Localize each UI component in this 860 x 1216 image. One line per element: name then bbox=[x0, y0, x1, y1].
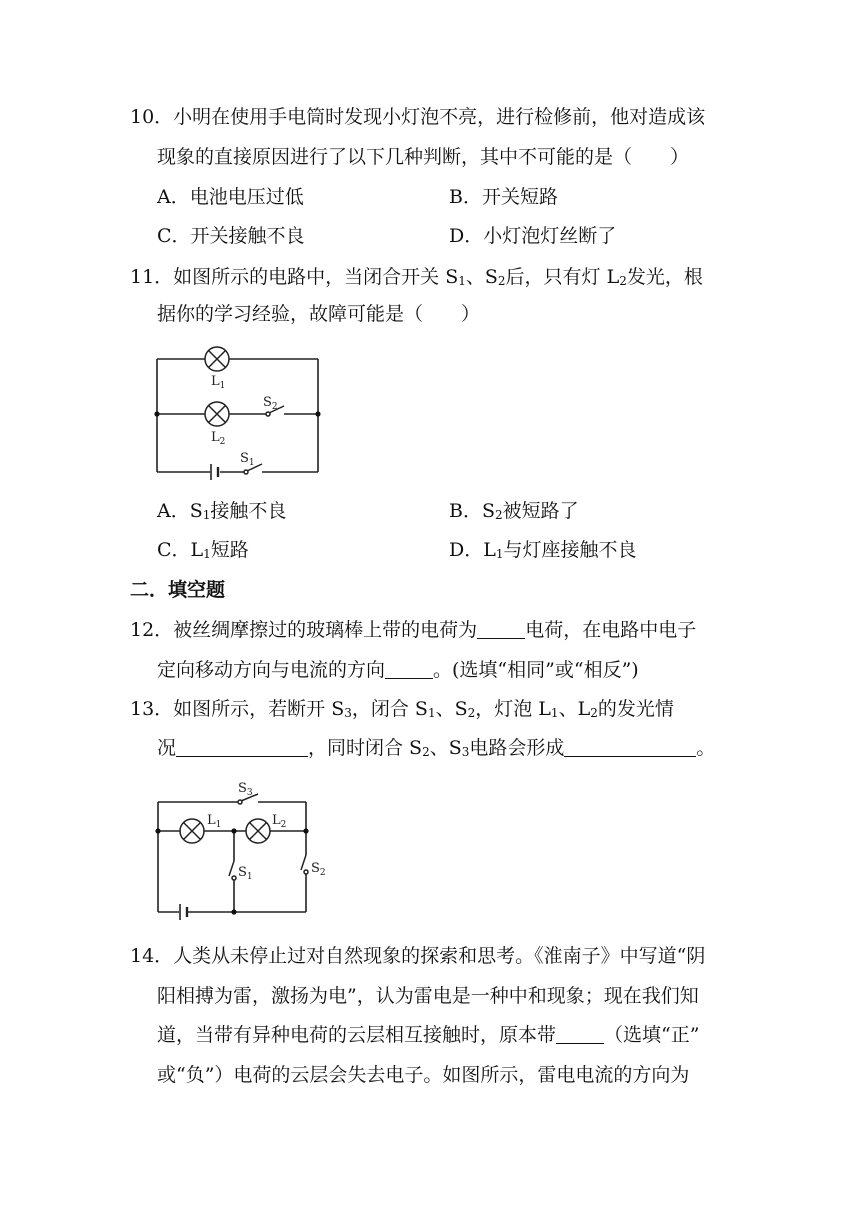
switch-s1-icon bbox=[229, 861, 236, 880]
label-s1: $S_1$ bbox=[240, 451, 255, 468]
q13-circuit-diagram bbox=[150, 775, 340, 920]
battery-icon bbox=[211, 464, 218, 480]
battery-icon bbox=[180, 904, 187, 920]
q10-stem-line1: 10．小明在使用手电筒时发现小灯泡不亮，进行检修前，他对造成该 bbox=[130, 106, 706, 128]
q13-answer-blank-2[interactable] bbox=[564, 736, 696, 757]
label-l2: $L_2$ bbox=[272, 813, 287, 830]
label-s1: $S_1$ bbox=[238, 865, 253, 882]
q12-answer-blank-2[interactable] bbox=[385, 658, 433, 679]
q11-option-a: A．$S_1$接触不良 bbox=[157, 500, 287, 522]
q13-stem-line1: 13．如图所示，若断开 $S_3$，闭合 $S_1$、$S_2$，灯泡 $L_1$、$L_2$的发光情 bbox=[130, 698, 674, 720]
q14-stem-line3: 道，当带有异种电荷的云层相互接触时，原本带 （选填“正” bbox=[157, 1024, 700, 1046]
q14-stem-line1: 14．人类从未停止过对自然现象的探索和思考。《淮南子》中写道“阴 bbox=[130, 945, 706, 967]
q11-circuit-diagram bbox=[150, 340, 330, 480]
label-l1: $L_1$ bbox=[211, 374, 226, 391]
switch-s2-icon bbox=[301, 855, 308, 874]
section-heading-fill-in: 二．填空题 bbox=[130, 579, 226, 601]
label-s2: $S_2$ bbox=[311, 861, 326, 878]
q13-answer-blank-1[interactable] bbox=[176, 736, 308, 757]
q13-stem-line2: 况 ，同时闭合 $S_2$、$S_3$电路会形成 。 bbox=[157, 737, 716, 759]
q14-answer-blank-1[interactable] bbox=[556, 1023, 604, 1044]
q12-answer-blank-1[interactable] bbox=[477, 618, 525, 639]
label-l1: $L_1$ bbox=[207, 813, 222, 830]
label-s3: $S_3$ bbox=[238, 781, 253, 798]
q10-option-a: A．电池电压过低 bbox=[157, 186, 304, 208]
q10-option-b: B．开关短路 bbox=[449, 186, 558, 208]
q10-stem-line2: 现象的直接原因进行了以下几种判断，其中不可能的是（ ） bbox=[157, 146, 690, 168]
lamp-l2-icon bbox=[246, 819, 270, 843]
q10-option-d: D．小灯泡灯丝断了 bbox=[449, 225, 617, 247]
q10-option-c: C．开关接触不良 bbox=[157, 225, 305, 247]
junction-dots bbox=[155, 828, 308, 914]
q14-stem-line4: 或“负”）电荷的云层会失去电子。如图所示，雷电电流的方向为 bbox=[157, 1064, 690, 1086]
q11-option-b: B．$S_2$被短路了 bbox=[449, 500, 579, 522]
q12-stem-line1: 12．被丝绸摩擦过的玻璃棒上带的电荷为 电荷，在电路中电子 bbox=[130, 619, 697, 641]
q11-option-d: D．$L_1$与灯座接触不良 bbox=[449, 539, 637, 561]
q14-stem-line2: 阳相搏为雷，激扬为电”，认为雷电是一种中和现象；现在我们知 bbox=[157, 985, 699, 1007]
q11-stem-line1: 11．如图所示的电路中，当闭合开关 $S_1$、$S_2$后，只有灯 $L_2$发光，根 bbox=[130, 266, 703, 288]
label-l2: $L_2$ bbox=[211, 430, 226, 447]
lamp-l1-icon bbox=[205, 347, 229, 371]
lamp-l1-icon bbox=[180, 819, 204, 843]
q11-option-c: C．$L_1$短路 bbox=[157, 539, 249, 561]
label-s2: $S_2$ bbox=[263, 395, 278, 412]
q12-stem-line2: 定向移动方向与电流的方向 。(选填“相同”或“相反”) bbox=[157, 659, 639, 681]
q11-stem-line2: 据你的学习经验，故障可能是（ ） bbox=[157, 303, 481, 325]
lamp-l2-icon bbox=[205, 402, 229, 426]
